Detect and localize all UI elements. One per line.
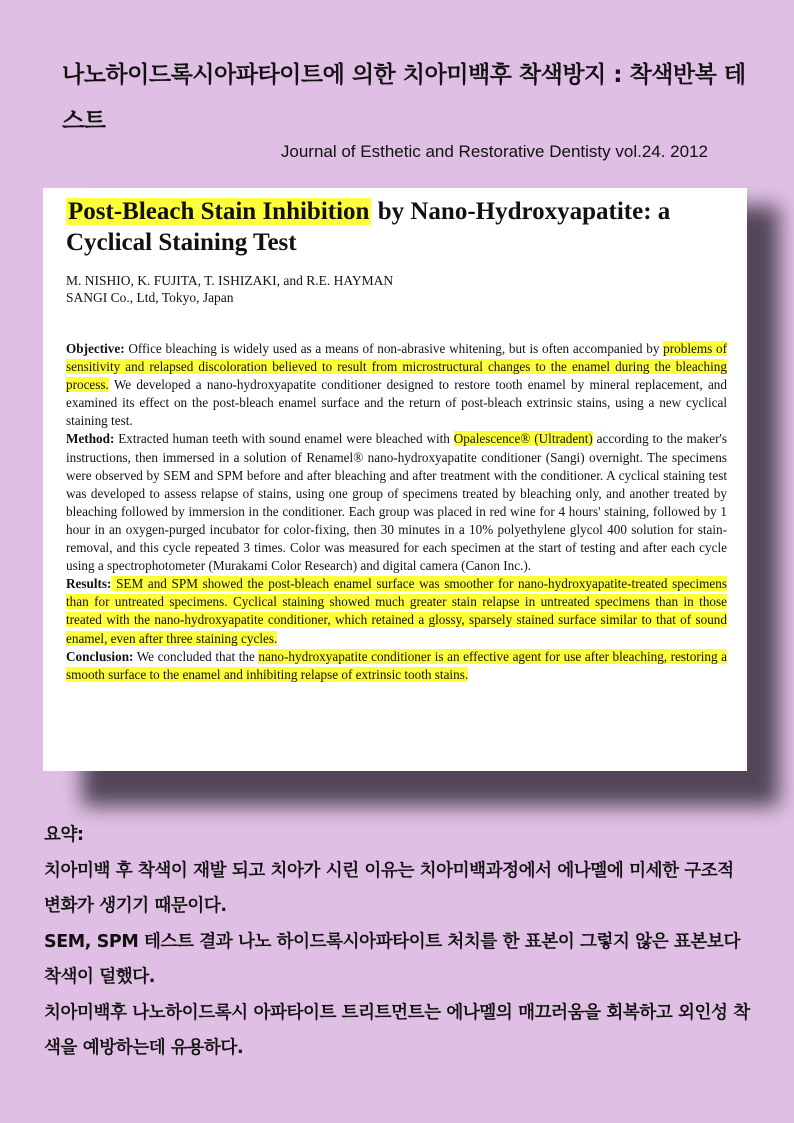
results-label: Results: [66, 576, 112, 592]
objective-paragraph [66, 340, 727, 430]
conclusion-highlight: nano-hydroxyapatite conditioner is an effective agent for use after bleaching, restoring a smooth surface to the enamel and inhibiting relapse of extrinsic tooth stains. [66, 648, 727, 682]
results-highlight: SEM and SPM showed the post-bleach enamel surface was smoother for nano-hydroxyapatite-treated specimens than for untreated specimens. Cyclical staining showed much greater stain relapse in untreated specimens than in those treated with the nano-hydroxyapatite conditioner, which retained a glossy, sparsely stained surface similar to that of sound enamel, even after three staining cycles. [66, 576, 727, 646]
page-title: 나노하이드록시아파타이트에 의한 치아미백후 착색방지 : 착색반복 테스트 [62, 62, 746, 134]
results-paragraph [66, 575, 727, 647]
summary-line: 치아미백 후 착색이 재발 되고 치아가 시린 이유는 치아미백과정에서 에나멜에 미세한 구조적 변화가 생기기 때문이다. [44, 860, 734, 916]
paper-title [66, 196, 727, 258]
paper-authors-block [66, 272, 727, 306]
objective-highlight: problems of sensitivity and relapsed discoloration believed to result from microstructural changes to the enamel during the bleaching process. [66, 341, 727, 393]
paper-title-rest: by Nano-Hydroxyapatite: a Cyclical Staining Test [66, 198, 671, 256]
method-text-2: according to the maker's instructions, then immersed in a solution of Renamel® nano-hydroxyapatite conditioner (Sangi) overnight. The specimens were observed by SEM and SPM before and after bleaching and after treatment with the conditioner. A cyclical staining test was developed to assess relapse of stains, using one group of specimens treated by bleaching only, and another treated by bleaching followed by immersion in the conditioner. Each group was placed in red wine for 4 hours' staining, followed by 1 hour in an oxygen-purged incubator for color-fixing, then 30 minutes in a 10% polyethylene glycol 400 solution for stain-removal, and this cycle repeated 3 times. Color was measured for each specimen at the start of testing and after each cycle using a spectrophotometer (Murakami Color Research) and digital camera (Canon Inc.). [66, 431, 727, 574]
paper-affiliation: SANGI Co., Ltd, Tokyo, Japan [66, 290, 234, 305]
method-paragraph [66, 430, 727, 575]
summary-section [44, 818, 754, 1067]
paper-abstract [66, 340, 727, 684]
objective-text-2: We developed a nano-hydroxyapatite conditioner designed to restore tooth enamel by mineral replacement, and examined its effect on the post-bleach enamel surface and the return of post-bleach extrinsic stains, using a new cyclical staining test. [66, 377, 727, 429]
conclusion-label: Conclusion: [66, 648, 134, 664]
conclusion-paragraph [66, 648, 727, 684]
paper-excerpt [43, 188, 747, 771]
objective-label: Objective: [66, 341, 125, 356]
paper-title-highlight: Post-Bleach Stain Inhibition [68, 198, 370, 225]
method-label: Method: [66, 431, 115, 447]
journal-citation: Journal of Esthetic and Restorative Dentisty vol.24. 2012 [280, 142, 708, 161]
method-text-1: Extracted human teeth with sound enamel were bleached with [114, 431, 454, 447]
summary-heading: 요약: [44, 825, 84, 845]
summary-line: 치아미백후 나노하이드록시 아파타이트 트리트먼트는 에나멜의 매끄러움을 회복하고 외인성 착색을 예방하는데 유용하다. [44, 1002, 750, 1058]
objective-text-1: Office bleaching is widely used as a means of non-abrasive whitening, but is often accompanied by [124, 341, 664, 356]
conclusion-text-1: We concluded that the [133, 648, 259, 664]
method-highlight: Opalescence® (Ultradent) [453, 431, 593, 447]
summary-line: SEM, SPM 테스트 결과 나노 하이드록시아파타이트 처치를 한 표본이 그렇지 않은 표본보다 착색이 덜했다. [44, 931, 740, 987]
paper-authors: M. NISHIO, K. FUJITA, T. ISHIZAKI, and R.E. HAYMAN [66, 273, 394, 288]
